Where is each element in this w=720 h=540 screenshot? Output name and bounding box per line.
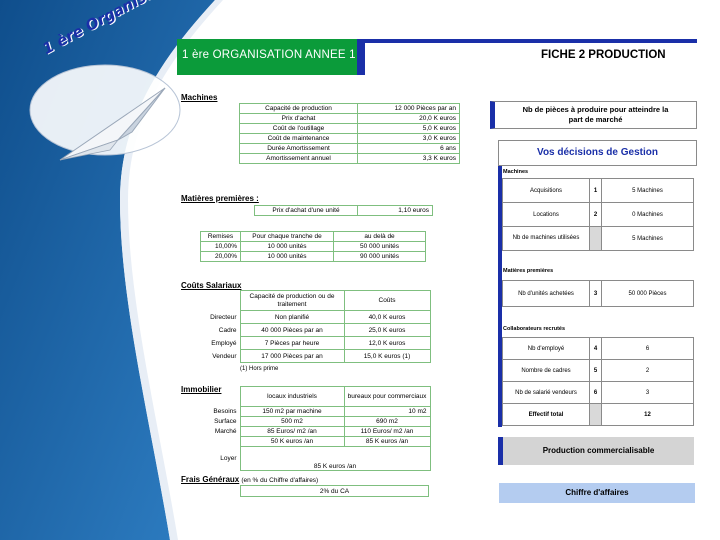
table-row	[200, 291, 430, 311]
empty-cell	[200, 291, 240, 311]
table-row	[200, 311, 430, 324]
immo-label: Loyer	[220, 455, 237, 462]
tranche-header: Pour chaque tranche de	[241, 232, 334, 242]
chiffre-affaires-box: Chiffre d'affaires	[499, 483, 695, 503]
decisions-title: Vos décisions de Gestion	[498, 140, 697, 166]
decision-value[interactable]: 3	[602, 382, 694, 404]
machine-label: Capacité de production	[240, 104, 358, 114]
industriels-value: 150 m2 par machine	[240, 407, 344, 417]
objectif-line2: part de marché	[568, 115, 623, 124]
immo-label: Marché	[214, 428, 237, 435]
bureaux-value: 690 m2	[344, 417, 430, 427]
machine-value: 12 000 Pièces par an	[358, 104, 460, 114]
role-label: Vendeur	[212, 352, 237, 360]
table-row	[503, 338, 694, 360]
unit-price-label: Prix d'achat d'une unité	[255, 206, 358, 216]
table-row	[200, 407, 430, 417]
cout-value: 40,0 K euros	[344, 311, 430, 324]
table-row	[200, 437, 430, 447]
tranche-value: 10 000 unités	[241, 252, 334, 262]
decision-number: 5	[590, 360, 602, 382]
remise-value: 10,00%	[201, 242, 241, 252]
decisions-collab-table	[502, 337, 694, 426]
decision-value: 12	[602, 404, 694, 426]
decision-number: 6	[590, 382, 602, 404]
capacite-value: 7 Pièces par heure	[240, 337, 344, 350]
audela-header: au delà de	[334, 232, 426, 242]
decision-label: Locations	[503, 203, 590, 227]
decision-label: Nb d'employé	[503, 338, 590, 360]
frais-value: 2% du CA	[241, 486, 429, 497]
industriels-value: 500 m2	[240, 417, 344, 427]
salaires-table	[200, 290, 431, 363]
decisions-machines-table	[502, 178, 694, 251]
decisions-matieres-label: Matières premières	[503, 268, 554, 274]
table-row	[240, 144, 460, 154]
empty-cell	[200, 387, 240, 407]
table-row	[241, 486, 429, 497]
decision-number: 2	[590, 203, 602, 227]
decision-number: 4	[590, 338, 602, 360]
capacite-value: Non planifié	[240, 311, 344, 324]
table-row	[503, 382, 694, 404]
table-row	[200, 447, 430, 471]
salaires-title: Coûts Salariaux	[181, 281, 242, 290]
decision-number: 3	[590, 281, 602, 307]
immo-label	[200, 437, 240, 447]
table-row	[200, 387, 430, 407]
decision-value[interactable]: 50 000 Pièces	[602, 281, 694, 307]
role-label: Directeur	[210, 313, 237, 321]
machines-title: Machines	[181, 93, 218, 102]
salaires-footnote: (1) Hors prime	[240, 366, 279, 372]
role-label: Cadre	[218, 326, 237, 334]
table-row	[200, 417, 430, 427]
table-row	[503, 227, 694, 251]
couts-header: Coûts	[344, 291, 430, 311]
frais-title: Frais Généraux	[181, 475, 240, 484]
industriels-value: 85 Euros/ m2 /an	[240, 427, 344, 437]
machine-label: Coût de l'outillage	[240, 124, 358, 134]
audela-value: 90 000 unités	[334, 252, 426, 262]
remises-header: Remises	[201, 232, 241, 242]
decision-label: Nb de machines utilisées	[503, 227, 590, 251]
decisions-machines-label: Machines	[503, 169, 529, 175]
immobilier-title: Immobilier	[181, 385, 222, 394]
capacite-header: Capacité de production ou de traitement	[240, 291, 344, 311]
machine-value: 5,0 K euros	[358, 124, 460, 134]
table-row	[200, 337, 430, 350]
machine-value: 3,3 K euros	[358, 154, 460, 164]
table-row	[503, 281, 694, 307]
frais-subtitle: (en % du Chiffre d'affaires)	[241, 477, 319, 484]
audela-value: 50 000 unités	[334, 242, 426, 252]
decision-number	[590, 227, 602, 251]
objectif-box	[490, 101, 697, 129]
remise-value: 20,00%	[201, 252, 241, 262]
unit-price-value: 1,10 euros	[358, 206, 433, 216]
decision-number: 1	[590, 179, 602, 203]
table-row	[240, 124, 460, 134]
header-left-title: 1 ère ORGANISATION ANNEE 1	[177, 39, 357, 75]
role-label: Employé	[211, 339, 237, 347]
header-right-title: FICHE 2 PRODUCTION	[365, 43, 697, 75]
machine-label: Prix d'achat	[240, 114, 358, 124]
production-box: Production commercialisable	[498, 437, 694, 465]
loyer-total: 85 K euros /an	[240, 447, 430, 471]
industriels-header: locaux industriels	[240, 387, 344, 407]
table-row	[240, 114, 460, 124]
decision-value[interactable]: 0 Machines	[602, 203, 694, 227]
decision-value[interactable]: 6	[602, 338, 694, 360]
matieres-title: Matières premières :	[181, 194, 259, 203]
table-row	[200, 350, 430, 363]
decision-number	[590, 404, 602, 426]
immobilier-table	[200, 386, 431, 471]
industriels-value: 50 K euros /an	[240, 437, 344, 447]
immo-label: Surface	[214, 418, 237, 425]
table-row	[503, 179, 694, 203]
decision-value[interactable]: 2	[602, 360, 694, 382]
table-row	[255, 206, 433, 216]
table-row	[240, 134, 460, 144]
header-divider	[357, 39, 365, 75]
decision-label: Acquisitions	[503, 179, 590, 203]
decisions-collab-label: Collaborateurs recrutés	[503, 326, 566, 332]
capacite-value: 17 000 Pièces par an	[240, 350, 344, 363]
table-row	[201, 252, 426, 262]
cout-value: 15,0 K euros (1)	[344, 350, 430, 363]
frais-table	[240, 485, 429, 497]
tranche-value: 10 000 unités	[241, 242, 334, 252]
immo-label: Besoins	[213, 408, 237, 415]
bureaux-value: 85 K euros /an	[344, 437, 430, 447]
table-row	[240, 154, 460, 164]
remises-table	[200, 231, 426, 262]
capacite-value: 40 000 Pièces par an	[240, 324, 344, 337]
decision-label: Nb de salarié vendeurs	[503, 382, 590, 404]
machine-label: Amortissement annuel	[240, 154, 358, 164]
cout-value: 25,0 K euros	[344, 324, 430, 337]
decision-value: 5 Machines	[602, 227, 694, 251]
machine-value: 3,0 K euros	[358, 134, 460, 144]
table-row	[503, 203, 694, 227]
machine-label: Durée Amortissement	[240, 144, 358, 154]
cout-value: 12,0 K euros	[344, 337, 430, 350]
decision-value[interactable]: 5 Machines	[602, 179, 694, 203]
bureaux-value: 10 m2	[344, 407, 430, 417]
table-row	[503, 404, 694, 426]
table-row	[201, 232, 426, 242]
table-row	[240, 104, 460, 114]
machines-table	[239, 103, 460, 164]
machine-label: Coût de maintenance	[240, 134, 358, 144]
table-row	[201, 242, 426, 252]
machine-value: 6 ans	[358, 144, 460, 154]
bureaux-header: bureaux pour commerciaux	[344, 387, 430, 407]
decision-label: Nombre de cadres	[503, 360, 590, 382]
decision-label: Nb d'unités achetées	[503, 281, 590, 307]
decisions-matieres-table	[502, 280, 694, 307]
objectif-line1: Nb de pièces à produire pour atteindre la	[522, 105, 669, 114]
bureaux-value: 110 Euros/ m2 /an	[344, 427, 430, 437]
table-row	[200, 427, 430, 437]
matieres-unit-price	[254, 205, 433, 216]
table-row	[503, 360, 694, 382]
table-row	[200, 324, 430, 337]
decision-label: Effectif total	[503, 404, 590, 426]
frais-heading	[181, 475, 318, 484]
machine-value: 20,0 K euros	[358, 114, 460, 124]
